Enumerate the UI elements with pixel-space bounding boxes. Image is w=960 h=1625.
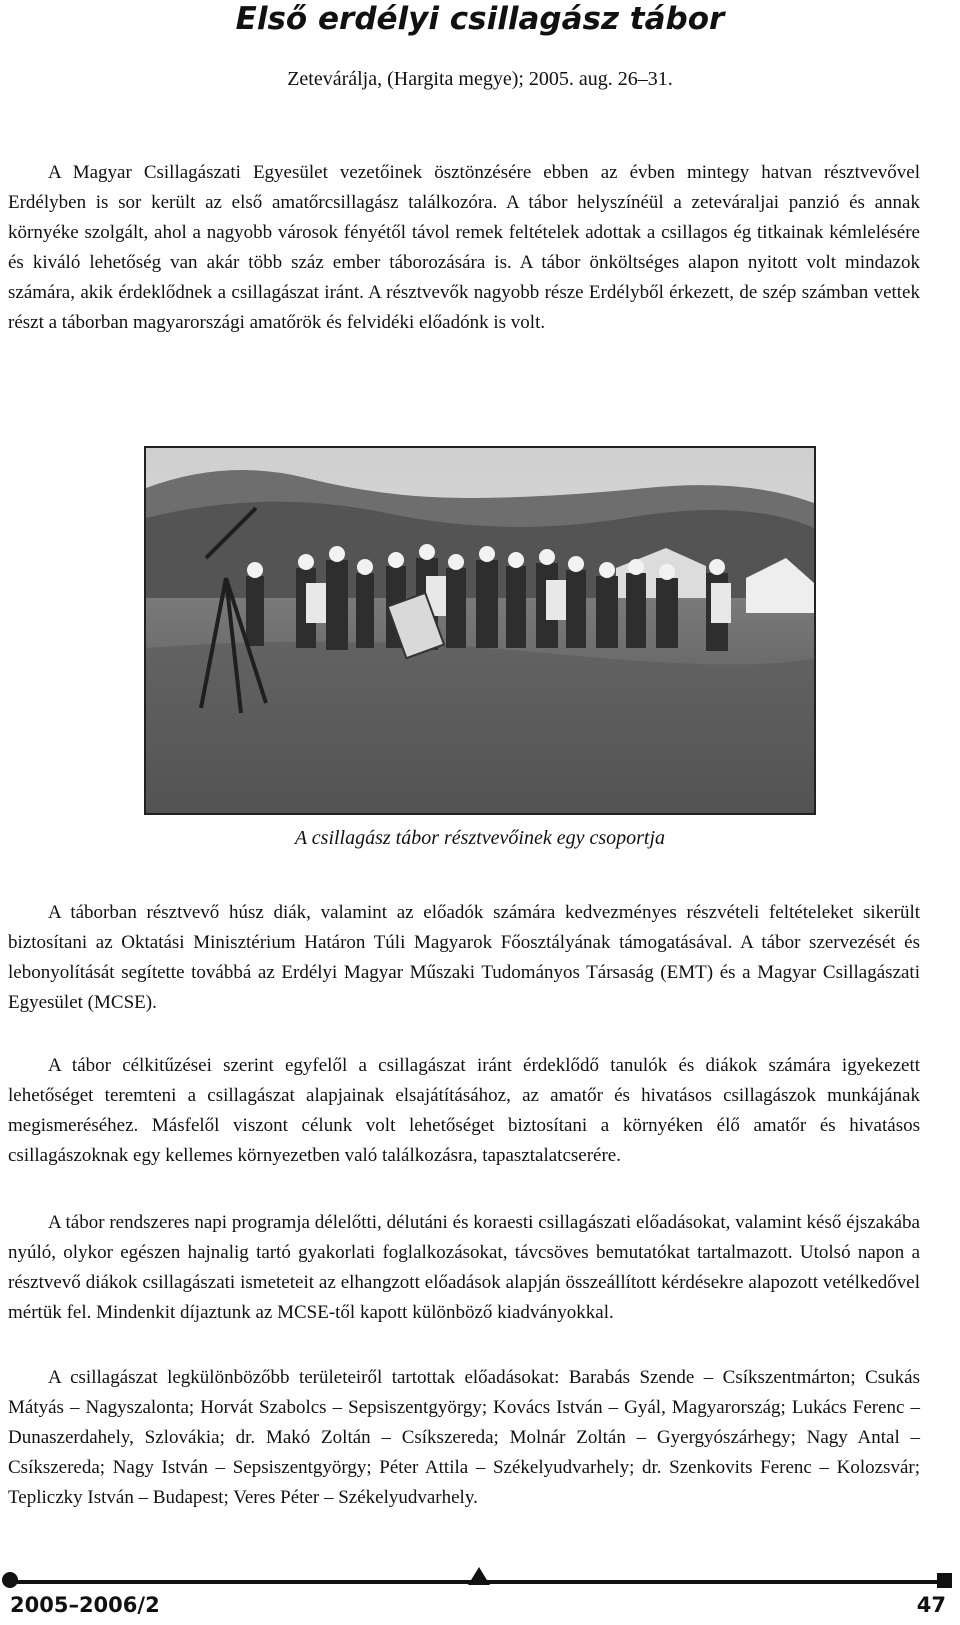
page-number: 47 [916,1593,946,1617]
group-photo [144,446,816,815]
paragraph-1: A Magyar Csillagászati Egyesület vezetőinek ösztönzésére ebben az évben mintegy hatvan résztvevővel Erdélyben is sor került az első amatőrcsillagász találkozóra. A tábor helyszínéül a zeteváraljai panzió és annak környéke szolgált, ahol a nagyobb városok fényétől távol remek feltételek adottak a csillagos ég titkainak kémlelésére és kiváló lehetőség van akár több száz ember táborozására is. A tábor önköltséges alapon nyitott volt mindazok számára, akik érdeklődnek a csillagászat iránt. A résztvevők nagyobb része Erdélyből érkezett, de szép számban vettek részt a táborban magyarországi amatőrök és felvidéki előadónk is volt. [8,162,920,333]
photo-caption: A csillagász tábor résztvevőinek egy csoportja [294,827,666,849]
paragraph-3: A tábor célkitűzései szerint egyfelől a csillagászat iránt érdeklődő tanulók és diákok számára igyekezett lehetőséget teremteni a csillagászat alapjainak elsajátításához, az amatőr és hivatásos csillagászok munkájának megismeréséhez. Másfelől viszont célunk volt lehetőséget biztosítani a környéken élő amatőr és hivatásos csillagászoknak egy kellemes környezetben való találkozásra, tapasztalatcserére. [8,1055,920,1166]
group-photo-illustration [146,448,814,813]
footer-square-icon [937,1573,952,1588]
footer-circle-icon [2,1572,18,1588]
paragraph-5: A csillagászat legkülönbözőbb területeiről tartottak előadásokat: Barabás Szende – Csíkszentmárton; Csukás Mátyás – Nagyszalonta; Horvát Szabolcs – Sepsiszentgyörgy; Kovács István – Gyál, Magyarország; Lukács Ferenc – Dunaszerdahely, Szlovákia; dr. Makó Zoltán – Csíkszereda; Molnár Zoltán – Gyergyószárhegy; Nagy Antal – Csíkszereda; Nagy István – Sepsiszentgyörgy; Péter Attila – Székelyudvarhely; dr. Szenkovits Ferenc – Kolozsvár; Tepliczky István – Budapest; Veres Péter – Székelyudvarhely. [8,1367,920,1508]
article-subtitle: Zetevárálja, (Hargita megye); 2005. aug. 26–31. [287,68,673,90]
footer-triangle-icon [468,1567,490,1585]
paragraph-4: A tábor rendszeres napi programja délelőtti, délutáni és koraesti csillagászati előadásokat, valamint késő éjszakába nyúló, olykor egészen hajnalig tartó gyakorlati foglalkozásokat, távcsöves bemutatókat tartalmazott. Utolsó napon a résztvevő diákok csillagászati ismeteteit az elhangzott előadások alapján összeállított kérdésekre alapozott vetélkedővel mértük fel. Mindenkit díjaztunk az MCSE-től kapott különböző kiadványokkal. [8,1212,920,1323]
footer-issue: 2005–2006/2 [10,1593,160,1617]
article-title: Első erdélyi csillagász tábor [235,1,725,37]
paragraph-2: A táborban résztvevő húsz diák, valamint az előadók számára kedvezményes részvételi feltételeket sikerült biztosítani az Oktatási Minisztérium Határon Túli Magyarok Főosztályának támogatásával. A tábor szervezését és lebonyolítását segítette továbbá az Erdélyi Magyar Műszaki Tudományos Társaság (EMT) és a Magyar Csillagászati Egyesület (MCSE). [8,902,920,1013]
